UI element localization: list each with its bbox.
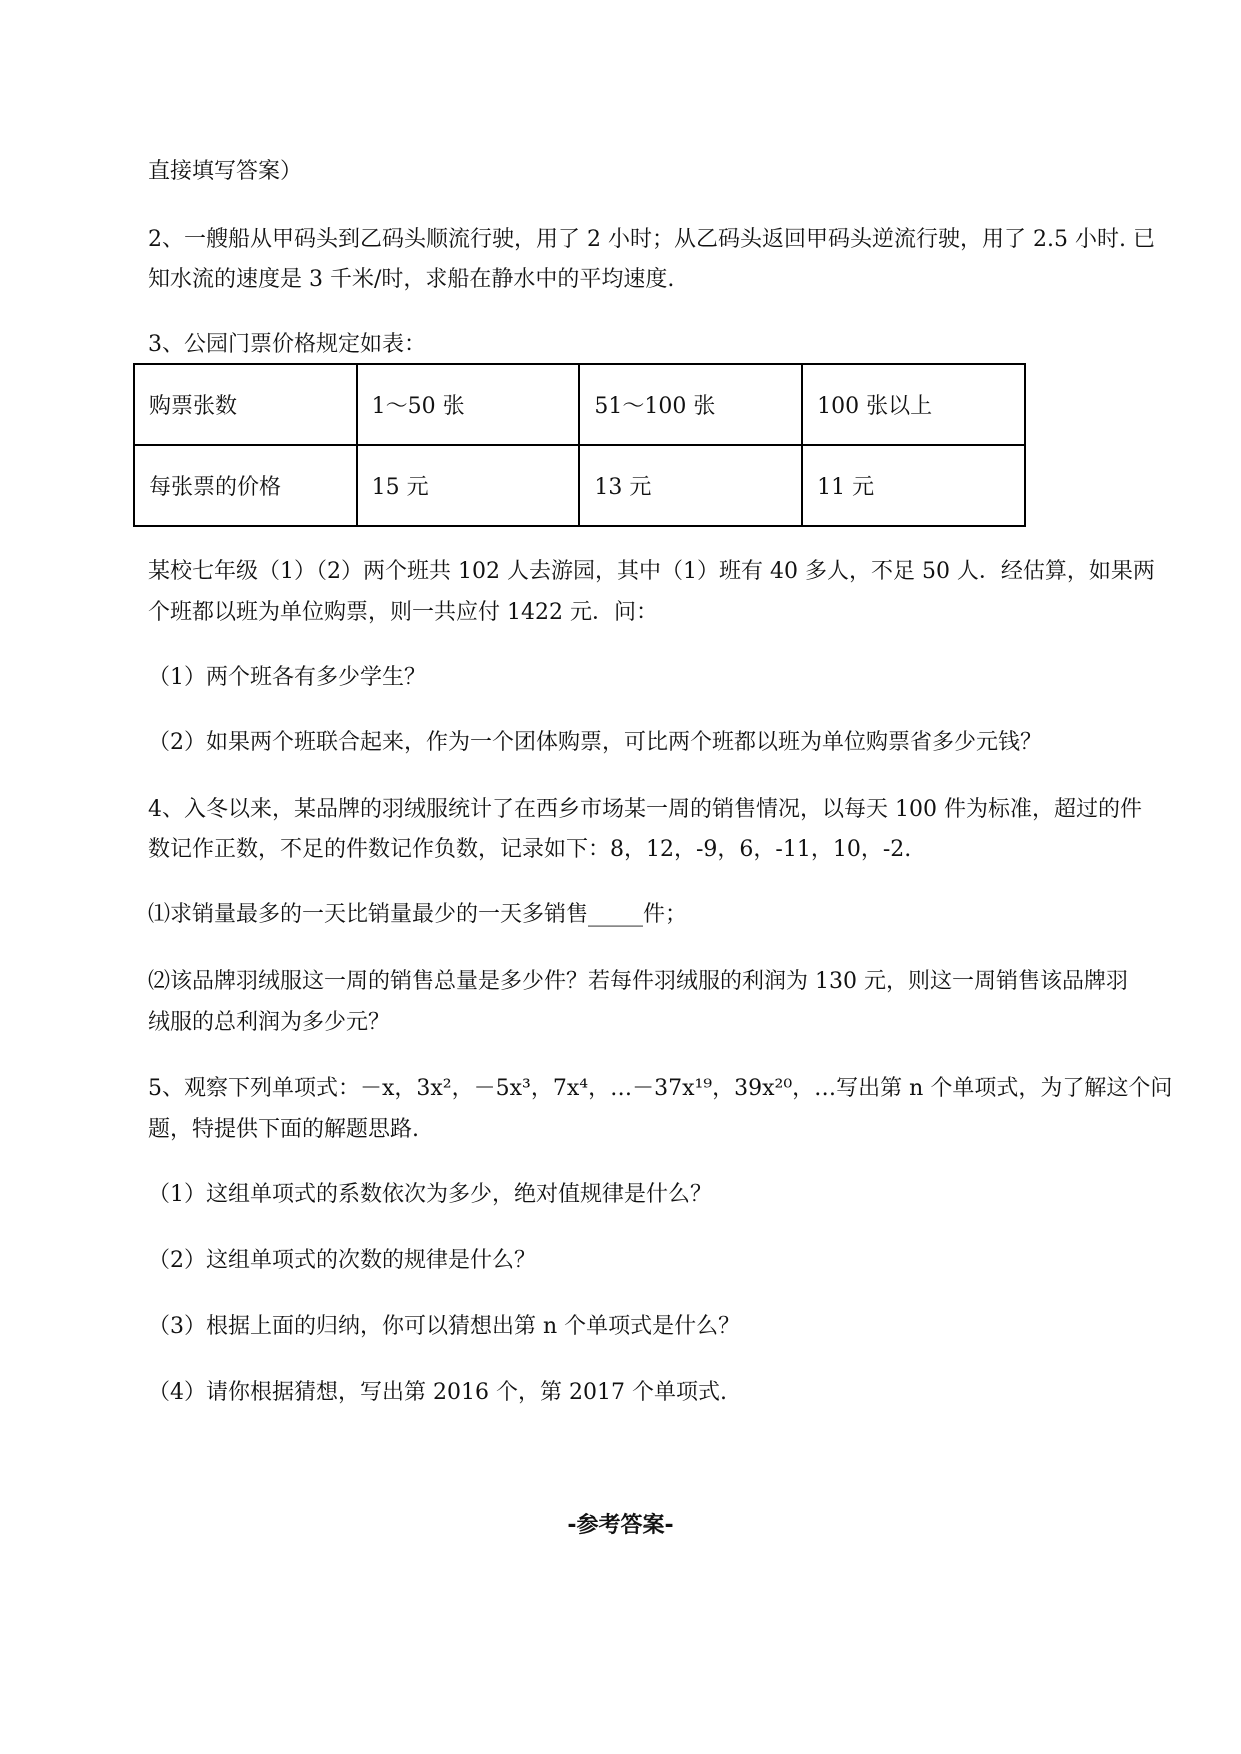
table-row (134, 445, 1025, 526)
table-cell: 每张票的价格 (134, 445, 357, 526)
answer-title: -参考答案- (567, 1513, 674, 1538)
q5-line2: 题，特提供下面的解题思路. (148, 1117, 419, 1142)
table-cell: 11 元 (802, 445, 1025, 526)
ticket-price-table (133, 363, 1026, 527)
table-cell: 1～50 张 (357, 364, 580, 445)
q5-line1 (148, 1074, 1173, 1104)
q3-intro: 3、公园门票价格规定如表： (148, 332, 426, 357)
intro-tail: 直接填写答案） (148, 159, 303, 184)
q5-prefix: 5、观察下列单项式： (148, 1076, 360, 1101)
q5-sub4: （4）请你根据猜想，写出第 2016 个，第 2017 个单项式. (148, 1380, 727, 1405)
table-cell: 购票张数 (134, 364, 357, 445)
q5-sub1: （1）这组单项式的系数依次为多少，绝对值规律是什么？ (148, 1182, 712, 1207)
q5-sub2: （2）这组单项式的次数的规律是什么？ (148, 1248, 536, 1273)
q3-sub1: （1）两个班各有多少学生？ (148, 665, 426, 690)
q3-text2: 个班都以班为单位购票，则一共应付 1422 元．问： (148, 600, 658, 625)
q2-line2: 知水流的速度是 3 千米/时，求船在静水中的平均速度. (148, 267, 675, 292)
q3-text1: 某校七年级（1）（2）两个班共 102 人去游园，其中（1）班有 40 多人，不足 50 人．经估算，如果两 (148, 559, 1155, 584)
q4-line2: 数记作正数，不足的件数记作负数，记录如下：8，12，-9，6，-11，10，-2. (148, 837, 912, 862)
table-cell: 100 张以上 (802, 364, 1025, 445)
q2-line1: 2、一艘船从甲码头到乙码头顺流行驶，用了 2 小时；从乙码头返回甲码头逆流行驶，用了 2.5 小时. 已 (148, 227, 1155, 252)
q4-sub2-line2: 绒服的总利润为多少元？ (148, 1010, 391, 1035)
table-cell: 51～100 张 (579, 364, 802, 445)
q4-sub1: ⑴求销量最多的一天比销量最少的一天多销售_____件； (148, 902, 688, 927)
table-row (134, 364, 1025, 445)
q4-line1: 4、入冬以来，某品牌的羽绒服统计了在西乡市场某一周的销售情况，以每天 100 件为标准，超过的件 (148, 797, 1142, 822)
table-cell: 15 元 (357, 445, 580, 526)
q5-suffix: 写出第 n 个单项式，为了解这个问 (836, 1076, 1173, 1101)
q5-sub3: （3）根据上面的归纳，你可以猜想出第 n 个单项式是什么？ (148, 1314, 741, 1339)
q3-sub2: （2）如果两个班联合起来，作为一个团体购票，可比两个班都以班为单位购票省多少元钱？ (148, 730, 1043, 755)
q5-terms: －x，3x²，－5x³，7x⁴，…－37x¹⁹，39x²⁰，… (360, 1076, 837, 1101)
table-cell: 13 元 (579, 445, 802, 526)
q4-sub2-line1: ⑵该品牌羽绒服这一周的销售总量是多少件？若每件羽绒服的利润为 130 元，则这一周销售该品牌羽 (148, 969, 1128, 994)
